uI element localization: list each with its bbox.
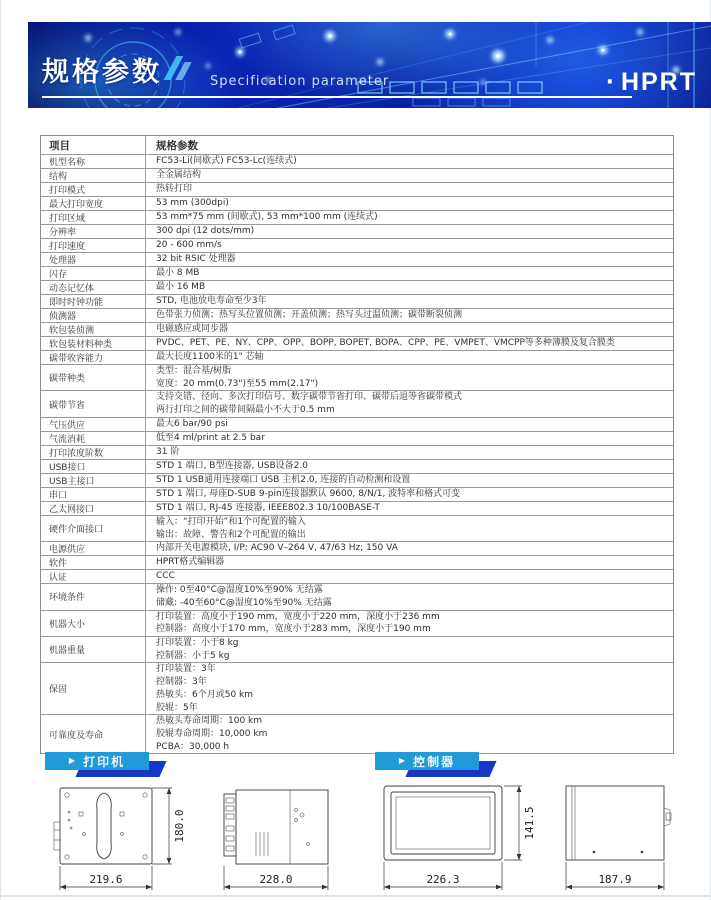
row-value <box>146 663 673 714</box>
row-value-line: 储藏: -40至60°C@湿度10%至90% 无结露 <box>156 597 332 608</box>
row-value-line: 32 bit RSIC 处理器 <box>156 254 236 265</box>
row-value-line: 类型：混合基/树脂 <box>156 366 232 376</box>
row-label: 乙太网接口 <box>41 502 146 515</box>
row-value-line: FC53-Li(间歇式) FC53-Lc(连续式) <box>156 156 297 167</box>
row-label: 打印浓度阶数 <box>41 446 146 459</box>
row-value-line: 热转打印 <box>156 184 193 195</box>
table-row <box>41 225 673 239</box>
table-row <box>41 183 673 197</box>
printer-badge <box>45 752 157 774</box>
table-row <box>41 323 673 337</box>
row-value <box>146 309 673 322</box>
row-value <box>146 267 673 280</box>
row-label: 最大打印宽度 <box>41 197 146 210</box>
row-value-line: STD 1 端口, B型连接器, USB设备2.0 <box>156 460 308 471</box>
table-header-row <box>41 136 673 155</box>
row-value <box>146 169 673 182</box>
row-value <box>146 570 673 583</box>
row-label: 串口 <box>41 488 146 501</box>
row-value <box>146 295 673 308</box>
row-value-line: 控制器：高度小于170 mm，宽度小于283 mm，深度小于190 mm <box>156 624 431 635</box>
header-banner <box>28 22 711 108</box>
row-value <box>146 323 673 336</box>
table-row <box>41 556 673 570</box>
row-label: 动态记忆体 <box>41 281 146 294</box>
page-subtitle: Specification parameter <box>210 74 390 89</box>
row-value-line: 胶辊寿命周期：10,000 km <box>156 728 268 739</box>
printer-badge-label: 打印机 <box>83 754 126 769</box>
table-row <box>41 502 673 516</box>
row-value-line: 最小 8 MB <box>156 268 200 279</box>
row-value-line: 31 阶 <box>156 446 180 457</box>
row-label: 碳带种类 <box>41 365 146 390</box>
controller-front-height-dim: 141.5 <box>523 806 536 840</box>
row-value-line: 色带张力侦测；热写头位置侦测；开盖侦测；热写头过温侦测；碳带断裂侦测 <box>156 310 463 321</box>
row-label: 软包装材料种类 <box>41 337 146 350</box>
table-row <box>41 281 673 295</box>
row-value <box>146 253 673 266</box>
row-value-line: 输入：“打印开始”和1个可配置的输入 <box>156 516 307 527</box>
col-header-item: 项目 <box>41 136 146 154</box>
row-value <box>146 432 673 445</box>
table-row <box>41 432 673 446</box>
row-label: 碳带节省 <box>41 391 146 416</box>
table-row <box>41 351 673 365</box>
row-label: 机器大小 <box>41 611 146 636</box>
row-value-line: 热敏头：6个月或50 km <box>156 689 254 700</box>
table-row <box>41 267 673 281</box>
table-row <box>41 155 673 169</box>
table-row <box>41 446 673 460</box>
row-value-line: 20 - 600 mm/s <box>156 240 222 251</box>
controller-side-drawing <box>556 782 682 898</box>
row-value-line: 控制器：小于5 kg <box>156 650 230 661</box>
row-label: 分辨率 <box>41 225 146 238</box>
row-value-line: 打印装置：高度小于190 mm，宽度小于220 mm，深度小于236 mm <box>156 611 440 622</box>
controller-front-drawing <box>378 782 540 898</box>
row-value <box>146 474 673 487</box>
title-underline <box>42 96 632 98</box>
controller-side-depth-dim: 187.9 <box>598 873 632 886</box>
row-value-line: 53 mm (300dpi) <box>156 198 229 209</box>
table-row <box>41 488 673 502</box>
row-label: USB主接口 <box>41 474 146 487</box>
row-value <box>146 197 673 210</box>
table-row <box>41 516 673 542</box>
title-slash-decoration <box>170 56 190 84</box>
row-value-line: 最大长度1100米的1" 芯轴 <box>156 352 264 363</box>
printer-front-width-dim: 219.6 <box>89 873 123 886</box>
row-label: 软件 <box>41 556 146 569</box>
row-label: 打印区域 <box>41 211 146 224</box>
table-row <box>41 611 673 637</box>
row-value-line: PCBA：30,000 h <box>156 741 230 752</box>
row-label: 认证 <box>41 570 146 583</box>
table-row <box>41 365 673 391</box>
row-value <box>146 611 673 636</box>
row-value-line: 操作: 0至40°C@湿度10%至90% 无结露 <box>156 585 323 596</box>
controller-badge <box>375 752 487 774</box>
col-header-spec: 规格参数 <box>156 139 198 152</box>
page-title: 规格参数 <box>42 57 162 88</box>
row-label: USB接口 <box>41 460 146 473</box>
row-value <box>146 502 673 515</box>
row-value-line: PVDC、PET、PE、NY、CPP、OPP、BOPP, BOPET, BOPA、CPP、PE、VMPET、VMCPP等多种薄膜及复合膜类 <box>156 338 615 349</box>
table-row <box>41 584 673 610</box>
controller-drawings <box>378 782 682 898</box>
row-value-line: 宽度：20 mm(0.73")至55 mm(2.17") <box>156 378 319 389</box>
brand-logo <box>606 68 697 97</box>
row-label: 软包装侦测 <box>41 323 146 336</box>
row-label: 碳带收容能力 <box>41 351 146 364</box>
table-row <box>41 474 673 488</box>
table-row <box>41 570 673 584</box>
row-value-line: 电磁感应或同步器 <box>156 324 229 335</box>
row-label: 结构 <box>41 169 146 182</box>
controller-front-width-dim: 226.3 <box>426 873 460 886</box>
row-value-line: 热敏头寿命周期：100 km <box>156 716 263 727</box>
row-value-line: STD 1 端口, 母座D-SUB 9-pin连接器默认 9600, 8/N/1, 波特率和格式可变 <box>156 488 461 499</box>
row-value <box>146 418 673 431</box>
row-label: 电源供应 <box>41 542 146 555</box>
row-value-line: 300 dpi (12 dots/mm) <box>156 226 255 237</box>
play-icon: ▶ <box>398 756 406 765</box>
row-value-line: 控制器：3年 <box>156 677 207 688</box>
table-row <box>41 309 673 323</box>
row-value <box>146 516 673 541</box>
row-label: 处理器 <box>41 253 146 266</box>
row-label: 打印模式 <box>41 183 146 196</box>
row-value-line: 全金属结构 <box>156 170 202 181</box>
row-label: 机器重量 <box>41 637 146 662</box>
row-label: 气压供应 <box>41 418 146 431</box>
table-row <box>41 197 673 211</box>
table-row <box>41 295 673 309</box>
row-value-line: HPRT格式编辑器 <box>156 557 225 568</box>
row-value <box>146 211 673 224</box>
row-value <box>146 155 673 168</box>
table-row <box>41 542 673 556</box>
row-value <box>146 365 673 390</box>
printer-front-drawing <box>52 782 202 898</box>
row-value-line: STD 1 端口, RJ-45 连接器, IEEE802.3 10/100BASE-T <box>156 502 380 513</box>
row-value <box>146 281 673 294</box>
row-value-line: STD 1 USB通用连接端口 USB 主机2.0, 连接的自动检测和设置 <box>156 474 411 485</box>
table-row <box>41 169 673 183</box>
row-value-line: 最大6 bar/90 psi <box>156 418 228 429</box>
table-row <box>41 337 673 351</box>
brand-name: HPRT <box>620 68 697 96</box>
row-value-line: 最小 16 MB <box>156 282 206 293</box>
row-value <box>146 637 673 662</box>
row-value-line: 53 mm*75 mm (间歇式), 53 mm*100 mm (连续式) <box>156 212 378 223</box>
row-value-line: 打印装置：3年 <box>156 664 216 675</box>
play-icon: ▶ <box>68 756 76 765</box>
row-value-line: 输出：故障、警告和2个可配置的输出 <box>156 529 306 540</box>
row-value-line: 胶辊：5年 <box>156 702 198 713</box>
printer-front-height-dim: 180.0 <box>173 809 186 843</box>
row-label: 保固 <box>41 663 146 714</box>
row-value-line: STD, 电池放电寿命至少3年 <box>156 296 267 307</box>
row-label: 侦测器 <box>41 309 146 322</box>
printer-drawings <box>52 782 346 898</box>
row-value <box>146 460 673 473</box>
row-value-line: 内部开关电源模块, I/P: AC90 V–264 V, 47/63 Hz; 150 VA <box>156 543 398 554</box>
row-value <box>146 446 673 459</box>
row-label: 硬件介面接口 <box>41 516 146 541</box>
row-label: 机型名称 <box>41 155 146 168</box>
table-row <box>41 211 673 225</box>
row-value <box>146 225 673 238</box>
controller-badge-label: 控制器 <box>413 754 456 769</box>
row-value-line: CCC <box>156 571 175 582</box>
row-value <box>146 542 673 555</box>
spec-table-body <box>41 155 673 754</box>
row-value-line: 低至4 ml/print at 2.5 bar <box>156 432 265 443</box>
table-row <box>41 418 673 432</box>
row-value-line: 打印装置：小于8 kg <box>156 638 239 649</box>
row-value <box>146 239 673 252</box>
row-label: 打印速度 <box>41 239 146 252</box>
row-value <box>146 183 673 196</box>
row-value <box>146 488 673 501</box>
table-row <box>41 637 673 663</box>
table-row <box>41 391 673 417</box>
brand-dot: · <box>605 69 614 95</box>
spec-table <box>40 135 674 754</box>
row-value-line: 两行打印之间的碳带间隔最小不大于0.5 mm <box>156 405 335 416</box>
row-value <box>146 715 673 753</box>
printer-side-depth-dim: 228.0 <box>259 873 293 886</box>
row-value <box>146 556 673 569</box>
row-value-line: 支持交错、径向、多次打印信号、数字碳带节省打印、碳带后退等省碳带模式 <box>156 392 463 403</box>
table-row <box>41 663 673 715</box>
row-value <box>146 391 673 416</box>
table-row <box>41 460 673 474</box>
row-value <box>146 584 673 609</box>
row-label: 可靠度及寿命 <box>41 715 146 753</box>
row-value <box>146 337 673 350</box>
row-label: 环境条件 <box>41 584 146 609</box>
printer-side-drawing <box>218 782 346 898</box>
row-value <box>146 351 673 364</box>
row-label: 闪存 <box>41 267 146 280</box>
table-row <box>41 253 673 267</box>
table-row <box>41 715 673 754</box>
row-label: 气流消耗 <box>41 432 146 445</box>
table-row <box>41 239 673 253</box>
row-label: 即时时钟功能 <box>41 295 146 308</box>
page-border-left <box>0 0 1 900</box>
